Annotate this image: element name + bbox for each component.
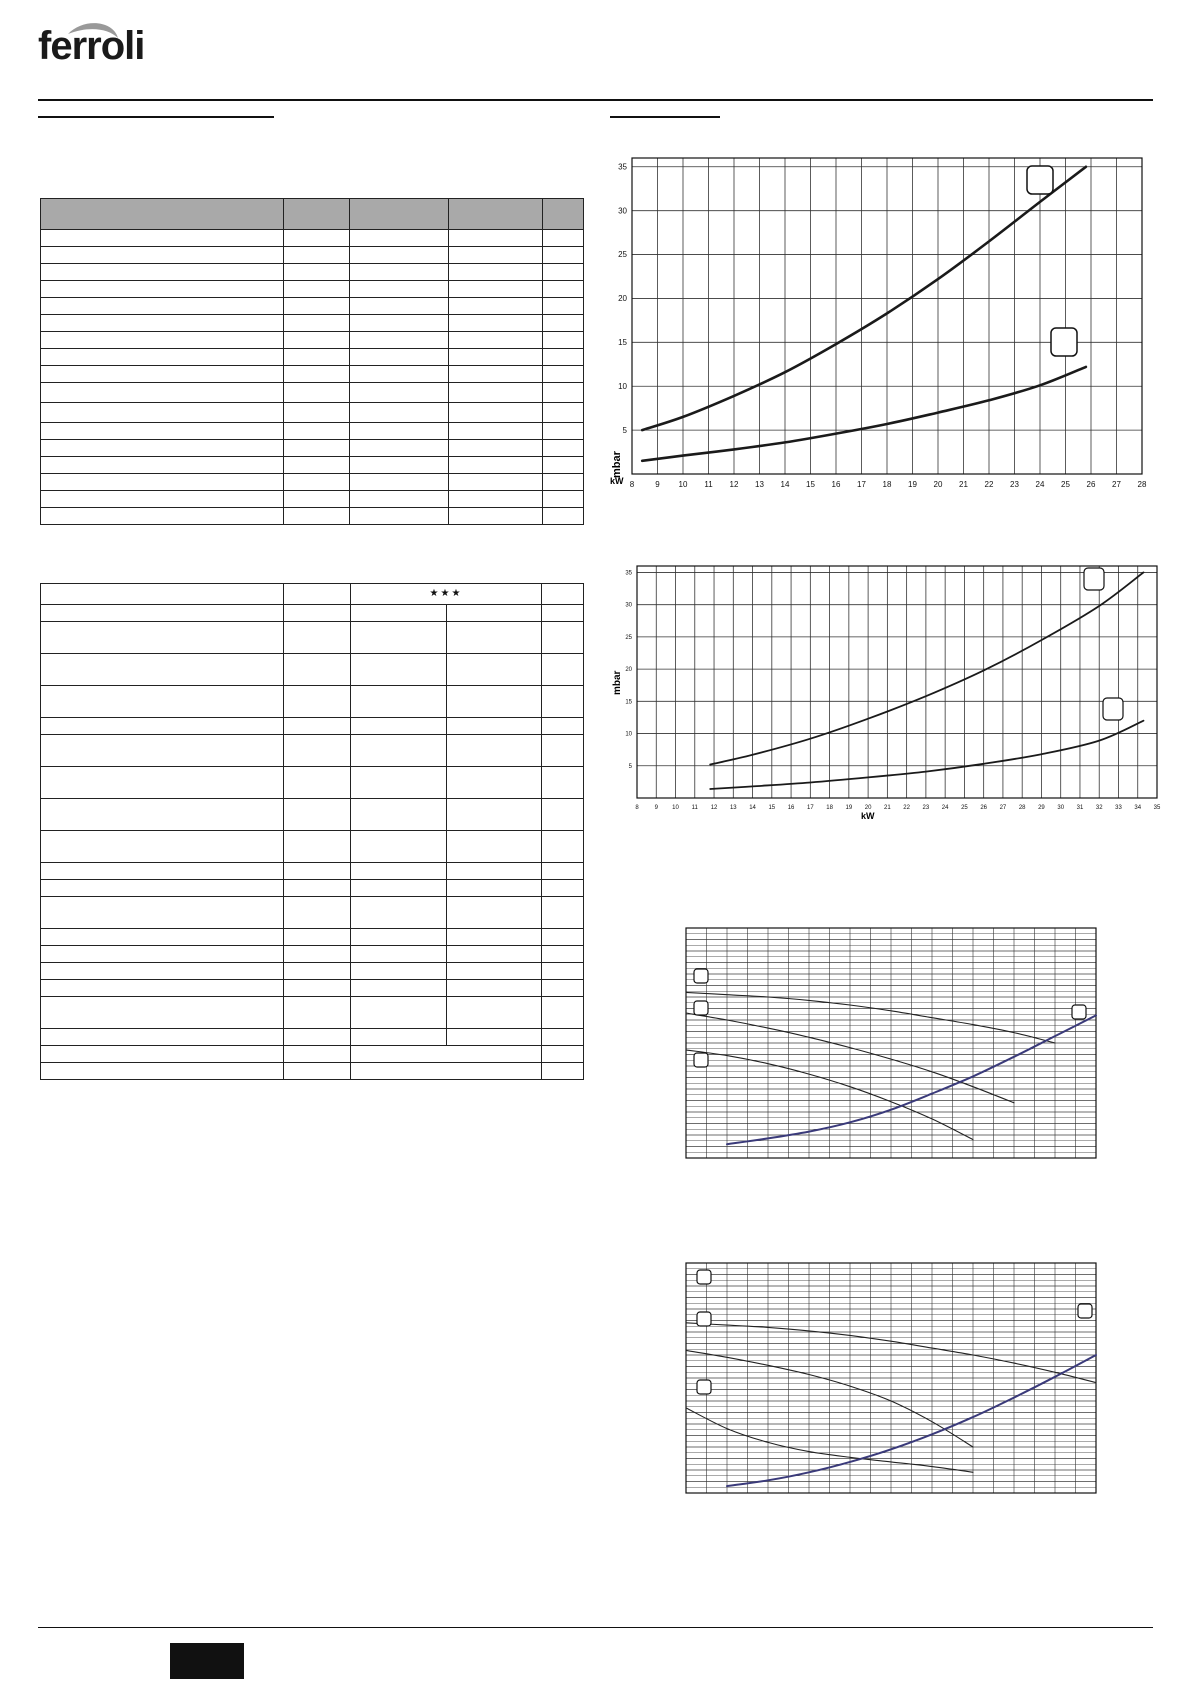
x-tick-label: 19 — [845, 805, 853, 811]
x-tick-label: 22 — [903, 805, 910, 811]
pressure-loss-chart-1 — [600, 150, 1160, 490]
x-tick-label: 14 — [780, 480, 790, 489]
x-tick-label: 23 — [1010, 480, 1019, 489]
x-tick-label: 22 — [984, 480, 994, 489]
table-row — [41, 457, 584, 474]
x-tick-label: 18 — [882, 480, 892, 489]
x-tick-label: 15 — [768, 805, 776, 811]
y-tick-label: 20 — [618, 294, 627, 304]
table-row — [41, 298, 584, 315]
curve-label-box — [1084, 568, 1104, 590]
x-tick-label: 33 — [1115, 805, 1122, 811]
table-row — [41, 1063, 584, 1080]
pump-head-chart-1 — [680, 920, 1100, 1160]
y-tick-label: 35 — [618, 162, 627, 172]
table-row — [41, 718, 584, 735]
x-tick-label: 13 — [755, 480, 764, 489]
table-row — [41, 897, 584, 929]
x-tick-label: 21 — [884, 805, 891, 811]
x-tick-label: 9 — [655, 480, 660, 489]
table-row — [41, 622, 584, 654]
brand-name: ferroli — [38, 24, 145, 68]
x-tick-label: 17 — [857, 480, 866, 489]
table-row — [41, 332, 584, 349]
curve-label-box — [694, 969, 708, 983]
table-header-cell — [543, 199, 584, 230]
table-row — [41, 349, 584, 366]
y-axis-label: mbar — [612, 670, 623, 695]
table-row — [41, 831, 584, 863]
curve-label-box — [697, 1270, 711, 1284]
section-underline-left — [38, 116, 274, 118]
x-tick-label: 17 — [806, 805, 814, 811]
table-row — [41, 383, 584, 403]
performance-table — [40, 583, 584, 1080]
series-line-upper — [710, 572, 1143, 764]
x-tick-label: 25 — [1061, 480, 1070, 489]
x-tick-label: 30 — [1057, 805, 1065, 811]
table-row — [41, 1029, 584, 1046]
table-row — [41, 767, 584, 799]
x-tick-label: 27 — [1112, 480, 1121, 489]
table-row — [41, 1046, 584, 1063]
footer-rule — [38, 1627, 1153, 1628]
x-tick-label: 12 — [729, 480, 739, 489]
curve-label-box — [1103, 698, 1123, 720]
x-tick-label: 24 — [1035, 480, 1045, 489]
table-header-cell — [350, 199, 449, 230]
y-tick-label: 30 — [618, 206, 627, 216]
x-tick-label: 26 — [980, 805, 988, 811]
x-tick-label: 25 — [961, 805, 968, 811]
x-tick-label: 21 — [959, 480, 968, 489]
efficiency-stars: ★★★ — [351, 584, 542, 605]
y-tick-label: 35 — [625, 570, 632, 577]
y-tick-label: 15 — [618, 338, 627, 347]
y-tick-label: 5 — [622, 425, 627, 435]
x-axis-unit-label: kW — [610, 476, 624, 486]
x-tick-label: 26 — [1086, 480, 1096, 489]
pump-head-chart-2 — [680, 1255, 1100, 1495]
pressure-loss-chart-2 — [605, 560, 1165, 830]
y-tick-label: 25 — [618, 250, 627, 260]
x-tick-label: 32 — [1095, 805, 1103, 811]
ferroli-logo — [38, 20, 148, 76]
x-tick-label: 19 — [908, 480, 917, 489]
table-row — [41, 980, 584, 997]
x-tick-label: 13 — [729, 805, 737, 811]
curve-label-box — [694, 1053, 708, 1067]
x-tick-label: 8 — [629, 480, 635, 489]
x-axis-label: kW — [861, 811, 875, 821]
y-tick-label: 20 — [625, 667, 632, 674]
table-header-cell — [284, 199, 350, 230]
curve-label-box — [694, 1001, 708, 1015]
x-tick-label: 34 — [1134, 805, 1142, 811]
x-tick-label: 27 — [999, 805, 1007, 811]
table-row — [41, 474, 584, 491]
x-tick-label: 20 — [864, 805, 872, 811]
curve-label-box — [697, 1312, 711, 1326]
table-row — [41, 491, 584, 508]
table-row — [41, 281, 584, 298]
y-tick-label: 15 — [625, 699, 632, 706]
x-tick-label: 18 — [826, 805, 833, 811]
table-row — [41, 799, 584, 831]
x-tick-label: 10 — [672, 805, 679, 811]
page-number-box — [170, 1643, 244, 1679]
x-tick-label: 8 — [635, 805, 639, 811]
table-row — [41, 946, 584, 963]
table-row — [41, 997, 584, 1029]
curve-label-box — [1072, 1005, 1086, 1019]
table-row — [41, 863, 584, 880]
table-header-cell — [41, 199, 284, 230]
table-header-cell — [449, 199, 543, 230]
y-tick-label: 25 — [625, 634, 632, 641]
header-rule — [38, 99, 1153, 101]
table-row — [41, 735, 584, 767]
table-row — [41, 230, 584, 247]
table-row — [41, 247, 584, 264]
x-tick-label: 35 — [1153, 805, 1161, 811]
x-tick-label: 10 — [678, 480, 688, 489]
technical-data-table — [40, 198, 584, 525]
table-row — [41, 654, 584, 686]
curve-label-box — [1051, 328, 1077, 356]
x-tick-label: 29 — [1038, 805, 1045, 811]
table-row — [41, 508, 584, 525]
x-tick-label: 16 — [787, 805, 795, 811]
series-line-lower — [710, 721, 1143, 789]
table-row — [41, 686, 584, 718]
table-row — [41, 366, 584, 383]
table-row — [41, 403, 584, 423]
x-tick-label: 24 — [941, 805, 949, 811]
table-row — [41, 264, 584, 281]
x-tick-label: 23 — [922, 805, 930, 811]
x-tick-label: 31 — [1076, 805, 1084, 811]
table-row — [41, 963, 584, 980]
y-tick-label: 30 — [625, 602, 632, 609]
x-tick-label: 12 — [710, 805, 718, 811]
x-tick-label: 15 — [806, 480, 815, 489]
table-row — [41, 584, 584, 605]
x-tick-label: 9 — [654, 805, 658, 811]
y-tick-label: 5 — [628, 763, 632, 770]
curve-label-box — [1027, 166, 1053, 194]
table-row — [41, 423, 584, 440]
x-tick-label: 11 — [704, 480, 713, 489]
y-tick-label: 10 — [618, 381, 627, 391]
y-axis-label: mbar — [611, 451, 623, 478]
x-tick-label: 28 — [1137, 480, 1147, 489]
x-tick-label: 20 — [933, 480, 943, 489]
section-underline-right — [610, 116, 720, 118]
x-tick-label: 14 — [749, 805, 756, 811]
table-row — [41, 315, 584, 332]
table-row — [41, 605, 584, 622]
y-tick-label: 10 — [625, 731, 632, 738]
x-tick-label: 28 — [1018, 805, 1026, 811]
table-row — [41, 440, 584, 457]
curve-label-box — [1078, 1304, 1092, 1318]
table-row — [41, 880, 584, 897]
table-row — [41, 929, 584, 946]
x-tick-label: 11 — [691, 805, 698, 811]
curve-label-box — [697, 1380, 711, 1394]
x-tick-label: 16 — [831, 480, 841, 489]
